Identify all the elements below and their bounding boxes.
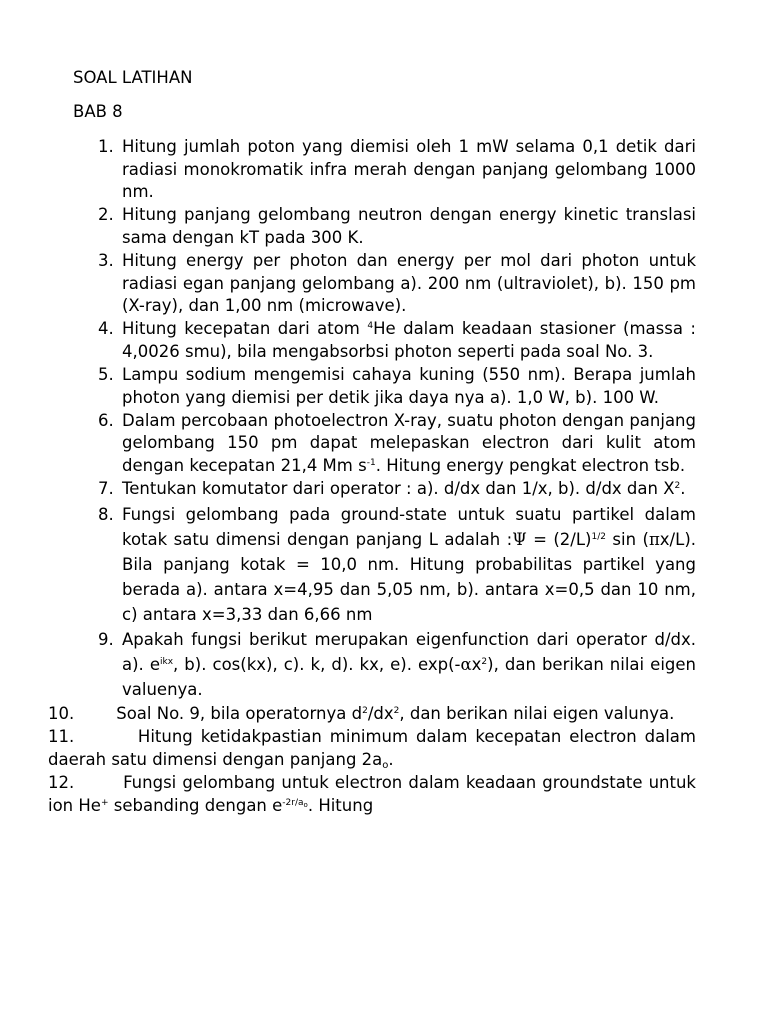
list-item [73,250,696,318]
list-item [48,772,696,817]
list-item [48,703,696,726]
item-text: Fungsi gelombang pada ground-state untuk suatu partikel dalam kotak satu dimensi dengan panjang L adalah :Ψ = $(2/L)^{1/2}$ sin (πx/L). Bila panjang kotak = 10,0 nm. Hitung probabilitas partikel yang berada a). antara x=4,95 dan 5,05 nm, b). antara x=0,5 dan 10 nm, c) antara x=3,33 dan 6,66 nm [122,504,696,624]
list-item [73,410,696,478]
item-number: 8. [98,504,114,524]
item-text: Apakah fungsi berikut merupakan eigenfunction dari operator d/dx. a). $e^{ikx}$, b). cos(kx), c). k, d). kx, e). $\exp(-\alpha x^2)$, dan berikan nilai eigen valuenya. [122,630,696,700]
document-title: SOAL LATIHAN [73,68,193,87]
item-text: Dalam percobaan photoelectron X-ray, suatu photon dengan panjang gelombang 150 pm dapat melepaskan electron dari kulit atom dengan kecepatan 21,4 Mm $s^{-1}$. Hitung energy pengkat electron tsb. [122,410,696,475]
item-number: 9. [98,630,114,650]
item-text: Hitung kecepatan dari atom $^4$He dalam keadaan stasioner (massa : 4,0026 smu), bila mengabsorbsi photon seperti pada soal No. 3. [122,319,696,361]
item-number: 6. [98,410,114,430]
item-number: 3. [98,251,114,271]
item-number: 2. [98,205,114,225]
item-text: Hitung panjang gelombang neutron dengan energy kinetic translasi sama dengan kT pada 300 K. [122,205,696,247]
item-text: Hitung jumlah poton yang diemisi oleh 1 mW selama 0,1 detik dari radiasi monokromatik infra merah dengan panjang gelombang 1000 nm. [122,137,696,201]
list-item [73,627,696,702]
item-text: 12. Fungsi gelombang untuk electron dalam keadaan groundstate untuk ion He+ sebanding dengan $e^{-2r/a_o}$. Hitung [48,773,696,815]
item-number: 7. [98,479,114,499]
item-number: 4. [98,319,114,339]
item-text: Tentukan komutator dari operator : a). d/dx dan 1/x, b). d/dx dan $X^2$. [122,479,686,499]
list-item [73,318,696,363]
item-text: 11. Hitung ketidakpastian minimum dalam kecepatan electron dalam daerah satu dimensi dengan panjang $2a_o$. [48,727,696,771]
exercise-list [48,136,696,817]
item-number: 1. [98,137,114,156]
list-item [73,364,696,409]
item-text: 10. Soal No. 9, bila operatornya $d^2/dx^2$, dan berikan nilai eigen valunya. [48,704,675,724]
list-item [73,136,696,204]
item-text: Lampu sodium mengemisi cahaya kuning (550 nm). Berapa jumlah photon yang diemisi per detik jika daya nya a). 1,0 W, b). 100 W. [122,365,696,407]
item-number: 5. [98,365,114,385]
chapter-heading: BAB 8 [73,102,123,121]
list-item [73,502,696,627]
item-text: Hitung energy per photon dan energy per mol dari photon untuk radiasi egan panjang gelombang a). 200 nm (ultraviolet), b). 150 pm (X-ray), dan 1,00 nm (microwave). [122,251,696,316]
list-item [73,204,696,249]
list-item [73,478,696,501]
list-item [48,726,696,771]
